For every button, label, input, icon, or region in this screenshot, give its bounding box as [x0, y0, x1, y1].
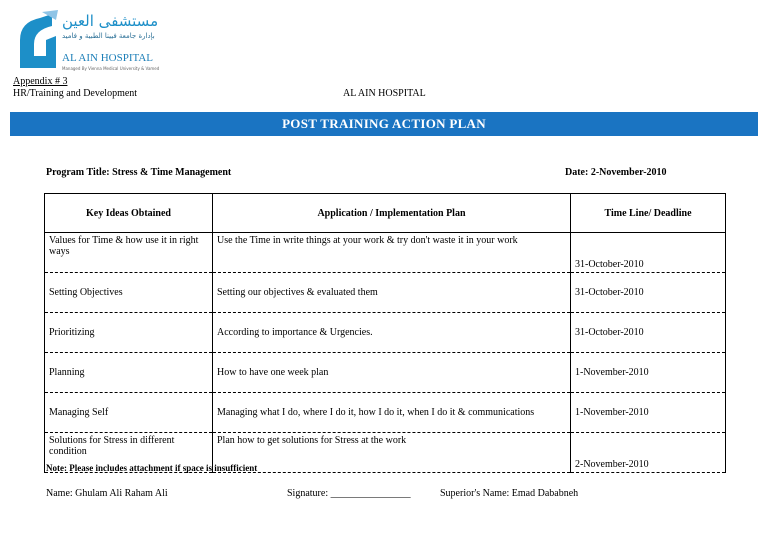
department-label: HR/Training and Development: [13, 88, 138, 99]
table-row: [45, 353, 726, 393]
action-plan-table: [44, 193, 726, 473]
plan-cell: How to have one week plan: [213, 353, 571, 393]
program-title: Program Title: Stress & Time Management: [46, 167, 232, 178]
attachment-note: Note: Please includes attachment if space is insufficient: [46, 463, 258, 473]
key-idea-cell: Planning: [45, 353, 213, 393]
page-title-banner: POST TRAINING ACTION PLAN: [10, 112, 758, 136]
table-row: [45, 313, 726, 353]
key-idea-cell: Solutions for Stress in different condition: [45, 433, 213, 473]
table-row: [45, 393, 726, 433]
deadline-cell: 1-November-2010: [571, 353, 726, 393]
table-row: [45, 273, 726, 313]
column-header-deadline: Time Line/ Deadline: [571, 194, 726, 233]
table-row: [45, 233, 726, 273]
column-header-implementation: Application / Implementation Plan: [213, 194, 571, 233]
logo-arabic-title: مستشفى العين: [62, 12, 159, 30]
deadline-cell: 31-October-2010: [571, 313, 726, 353]
hospital-label: AL AIN HOSPITAL: [343, 88, 426, 99]
logo-arabic-subtitle: بإدارة جامعة فيينا الطبية و فاميد: [62, 32, 155, 40]
plan-cell: Managing what I do, where I do it, how I do it, when I do it & communications: [213, 393, 571, 433]
column-header-key-ideas: Key Ideas Obtained: [45, 194, 213, 233]
superior-name: Superior's Name: Emad Dababneh: [440, 488, 579, 499]
plan-cell: According to importance & Urgencies.: [213, 313, 571, 353]
key-idea-cell: Setting Objectives: [45, 273, 213, 313]
program-date: Date: 2-November-2010: [565, 167, 667, 178]
deadline-cell: 2-November-2010: [571, 433, 726, 473]
deadline-cell: 31-October-2010: [571, 233, 726, 273]
appendix-label: Appendix # 3: [13, 76, 68, 87]
participant-name: Name: Ghulam Ali Raham Ali: [46, 488, 168, 499]
logo-emblem-icon: [12, 10, 62, 72]
plan-cell: Setting our objectives & evaluated them: [213, 273, 571, 313]
logo-tagline: Managed By Vienna Medical University & Vamed: [62, 66, 160, 71]
key-idea-cell: Prioritizing: [45, 313, 213, 353]
deadline-cell: 1-November-2010: [571, 393, 726, 433]
table-header-row: [45, 194, 726, 233]
key-idea-cell: Managing Self: [45, 393, 213, 433]
logo-english-title: AL AIN HOSPITAL: [62, 52, 153, 64]
plan-cell: Use the Time in write things at your work & try don't waste it in your work: [213, 233, 571, 273]
key-idea-cell: Values for Time & how use it in right ways: [45, 233, 213, 273]
signature-field[interactable]: Signature: ________________: [287, 488, 411, 499]
deadline-cell: 31-October-2010: [571, 273, 726, 313]
plan-cell: Plan how to get solutions for Stress at the work: [213, 433, 571, 473]
